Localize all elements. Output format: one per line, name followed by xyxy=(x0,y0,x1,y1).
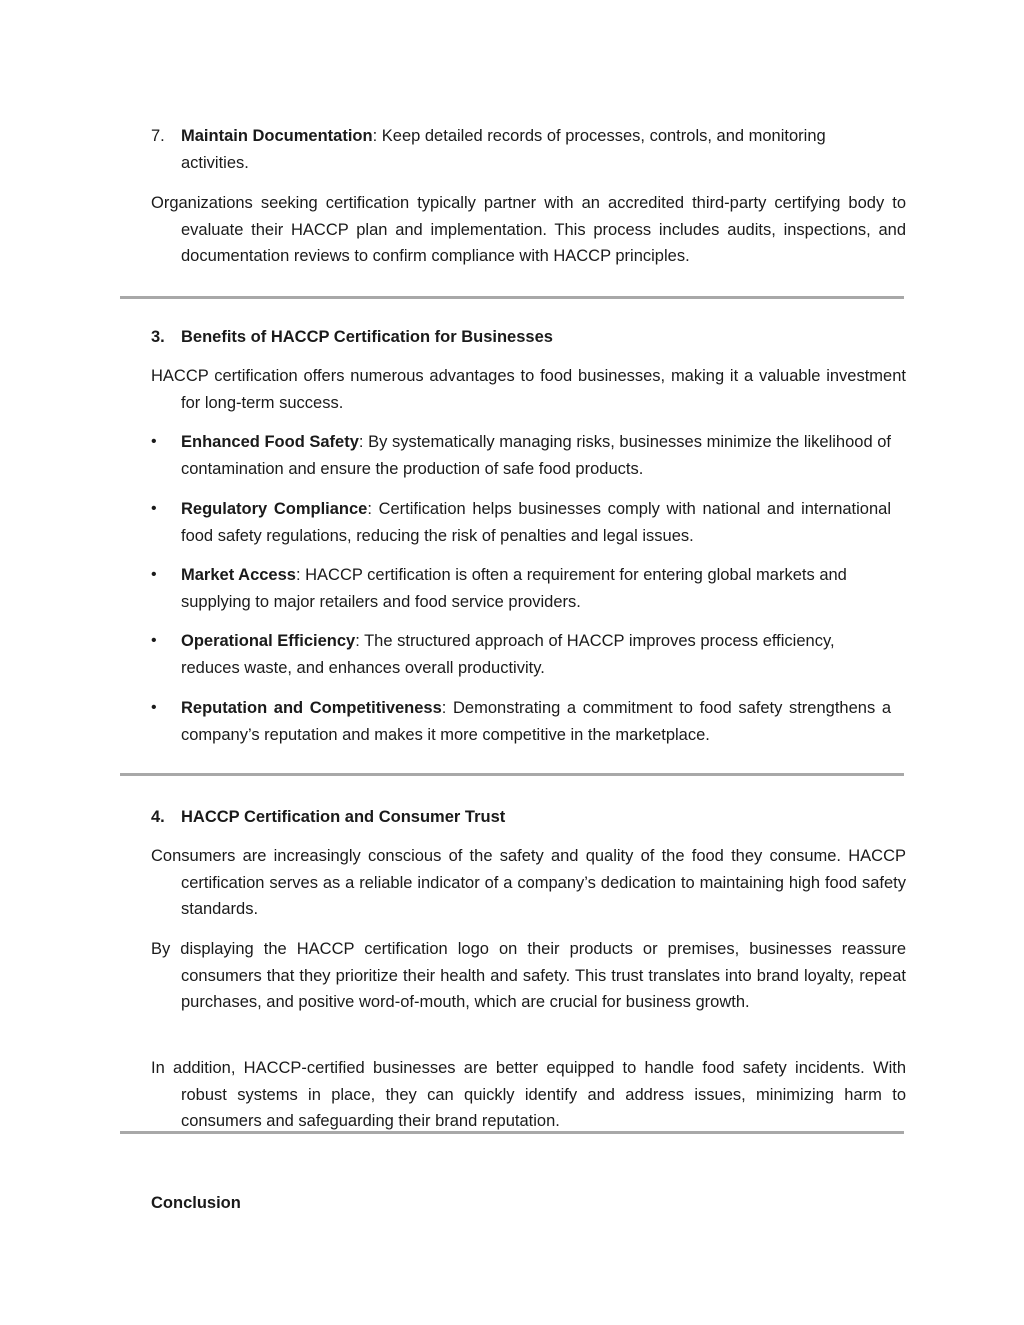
bullet-title: Operational Efficiency xyxy=(181,632,356,650)
section-3-intro: HACCP certification offers numerous advantages to food businesses, making it a valuable investment for long-term success. xyxy=(151,367,906,412)
list-item-title: Maintain Documentation xyxy=(181,127,373,145)
section-divider xyxy=(120,773,904,776)
bullet-item-market-access xyxy=(151,562,891,615)
bullet-icon: • xyxy=(151,632,157,649)
section-4-paragraph-logo: By displaying the HACCP certification logo on their products or premises, businesses reassure consumers that they prioritize their health and safety. This trust translates into brand loyalty, repeat purchases, and positive word-of-mouth, which are crucial for business growth. xyxy=(151,940,906,1011)
list-number: 7. xyxy=(151,127,165,145)
bullet-text: : Demonstrating a commitment to food safety strengthens a company’s reputation and makes it more competitive in the marketplace. xyxy=(181,699,891,744)
bullet-title: Market Access xyxy=(181,566,296,584)
bullet-text: : HACCP certification is often a requirement for entering global markets and supplying to major retailers and food service providers. xyxy=(181,566,847,611)
section-divider xyxy=(120,296,904,299)
section-4-paragraph-consumers: Consumers are increasingly conscious of the safety and quality of the food they consume. HACCP certification serves as a reliable indicator of a company’s dedication to maintaining high food safety standards. xyxy=(151,847,906,918)
bullet-item-enhanced-food-safety xyxy=(151,429,891,482)
list-item-maintain-documentation xyxy=(151,123,896,176)
bullet-text: : Certification helps businesses comply with national and international food safety regulations, reducing the risk of penalties and legal issues. xyxy=(181,500,891,545)
bullet-title: Regulatory Compliance xyxy=(181,500,368,518)
section-title: Benefits of HACCP Certification for Businesses xyxy=(181,328,553,346)
bullet-icon: • xyxy=(151,433,157,450)
bullet-icon: • xyxy=(151,699,157,716)
section-divider xyxy=(120,1131,904,1134)
bullet-text: : By systematically managing risks, businesses minimize the likelihood of contamination and ensure the production of safe food products. xyxy=(181,433,891,478)
list-item-text: : Keep detailed records of processes, controls, and monitoring activities. xyxy=(181,127,826,172)
conclusion-heading: Conclusion xyxy=(151,1194,241,1212)
bullet-title: Reputation and Competitiveness xyxy=(181,699,442,717)
certification-paragraph: Organizations seeking certification typically partner with an accredited third-party certifying body to evaluate their HACCP plan and implementation. This process includes audits, inspections, and documentation reviews to confirm compliance with HACCP principles. xyxy=(151,194,906,265)
bullet-item-reputation-competitiveness xyxy=(151,695,891,748)
bullet-text: : The structured approach of HACCP improves process efficiency, reduces waste, and enhances overall productivity. xyxy=(181,632,835,677)
section-3-heading xyxy=(151,324,906,351)
section-4-heading xyxy=(151,804,906,831)
section-number: 3. xyxy=(151,328,165,346)
section-number: 4. xyxy=(151,808,165,826)
section-title: HACCP Certification and Consumer Trust xyxy=(181,808,506,826)
bullet-icon: • xyxy=(151,500,157,517)
bullet-icon: • xyxy=(151,566,157,583)
bullet-item-operational-efficiency xyxy=(151,628,891,681)
bullet-title: Enhanced Food Safety xyxy=(181,433,359,451)
bullet-item-regulatory-compliance xyxy=(151,496,891,549)
section-4-paragraph-incidents: In addition, HACCP-certified businesses are better equipped to handle food safety incidents. With robust systems in place, they can quickly identify and address issues, minimizing harm to consumers and safeguarding their brand reputation. xyxy=(151,1059,906,1130)
